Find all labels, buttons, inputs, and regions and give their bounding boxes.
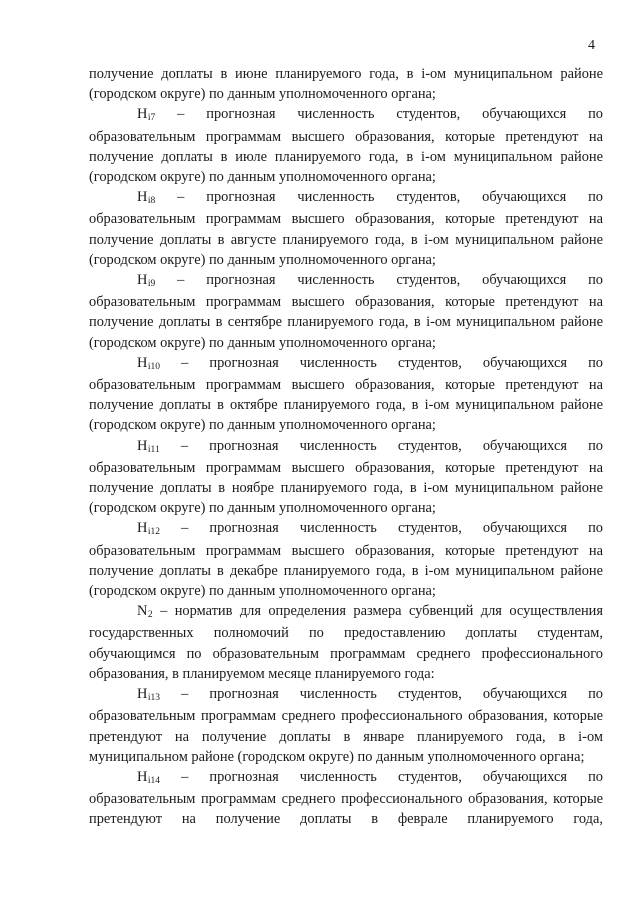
definition-paragraph-h-i13: Нi13 – прогнозная численность студентов, обучающихся по образовательным программам среднего профессионального образования, которые претендуют на получение доплаты в январе планируемого года, в i-ом муниципальном районе (городском округе) по данным уполномоченного органа; xyxy=(89,686,603,765)
document-body xyxy=(89,64,603,830)
definition-paragraph-h-i7: Нi7 – прогнозная численность студентов, обучающихся по образовательным программам высшего образования, которые претендуют на получение доплаты в июле планируемого года, в i-ом муниципальном районе (городском округе) по данным уполномоченного органа; xyxy=(89,106,603,186)
definition-paragraph-h-i10: Нi10 – прогнозная численность студентов, обучающихся по образовательным программам высшего образования, которые претендуют на получение доплаты в октябре планируемого года, в i-ом муниципальном районе (городском округе) по данным уполномоченного органа; xyxy=(89,354,603,434)
definition-paragraph-h-i12: Нi12 – прогнозная численность студентов, обучающихся по образовательным программам высшего образования, которые претендуют на получение доплаты в декабре планируемого года, в i-ом муниципальном районе (городском округе) по данным уполномоченного органа; xyxy=(89,520,603,600)
definition-paragraph-h-i14: Нi14 – прогнозная численность студентов, обучающихся по образовательным программам среднего профессионального образования, которые претендуют на получение доплаты в феврале планируемого года, xyxy=(89,768,603,828)
page-number: 4 xyxy=(588,38,595,53)
paragraph-continuation: получение доплаты в июне планируемого года, в i-ом муниципальном районе (городском округе) по данным уполномоченного органа; xyxy=(89,66,603,103)
definition-paragraph-h-i8: Нi8 – прогнозная численность студентов, обучающихся по образовательным программам высшего образования, которые претендуют на получение доплаты в августе планируемого года, в i-ом муниципальном районе (городском округе) по данным уполномоченного органа; xyxy=(89,189,603,268)
definition-paragraph-n2: N2 – норматив для определения размера субвенций для осуществления государственных полномочий по предоставлению доплаты студентам, обучающимся по образовательным программам среднего профессионального образования, в планируемом месяце планируемого года: xyxy=(89,603,603,682)
definition-paragraph-h-i9: Нi9 – прогнозная численность студентов, обучающихся по образовательным программам высшего образования, которые претендуют на получение доплаты в сентябре планируемого года, в i-ом муниципальном районе (городском округе) по данным уполномоченного органа; xyxy=(89,272,603,351)
definition-paragraph-h-i11: Нi11 – прогнозная численность студентов, обучающихся по образовательным программам высшего образования, которые претендуют на получение доплаты в ноябре планируемого года, в i-ом муниципальном районе (городском округе) по данным уполномоченного органа; xyxy=(89,437,603,517)
